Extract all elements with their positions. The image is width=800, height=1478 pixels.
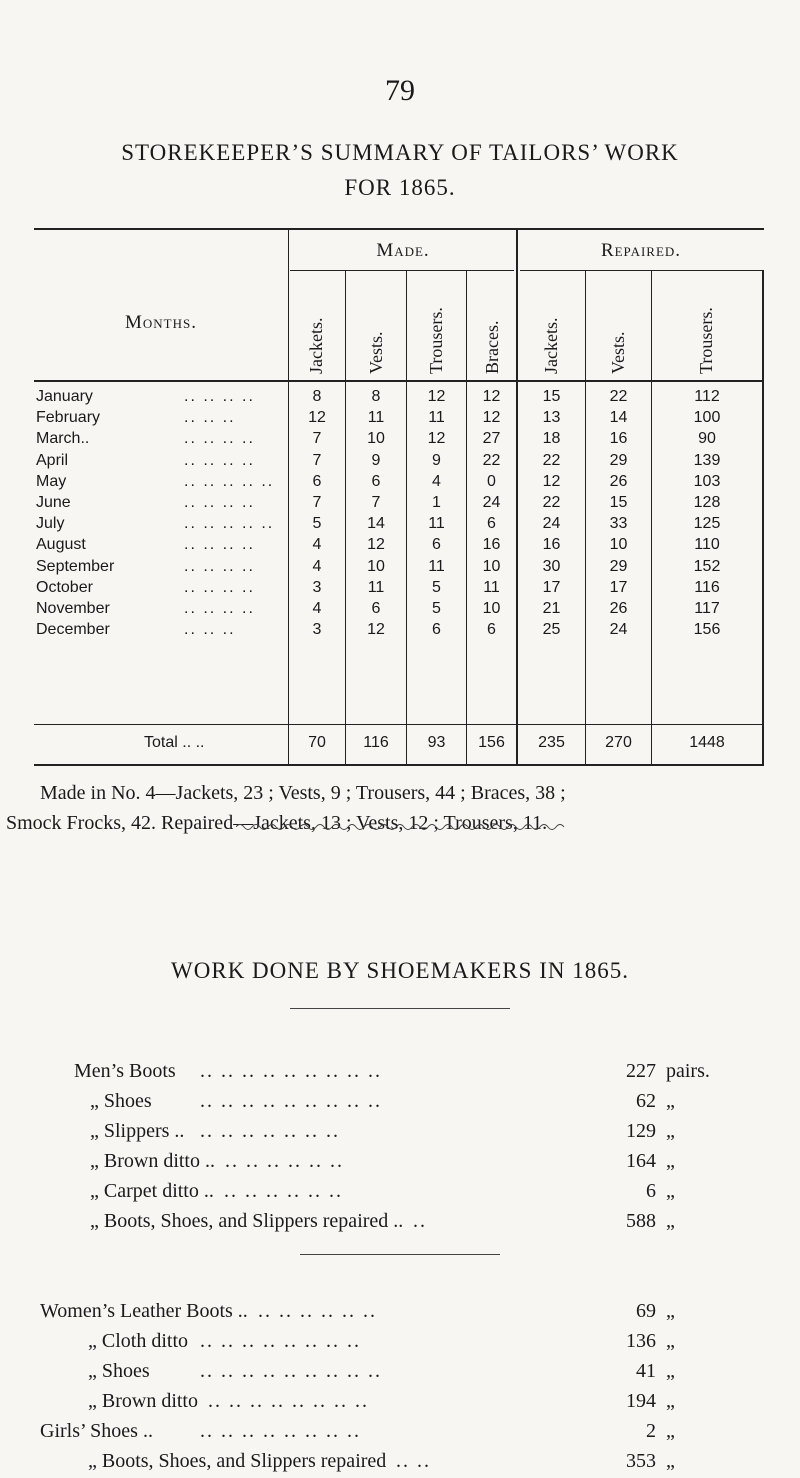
table-cell: 33 [609,515,628,533]
table-row [34,621,764,641]
table-cell: 100 [693,409,721,427]
list-item [0,1330,800,1358]
item-label: „ Cloth ditto [88,1330,188,1352]
table-cell: 10 [367,430,385,448]
table-cell: 4 [312,600,322,617]
list-item [0,1150,800,1178]
table-cell: 125 [693,515,721,533]
item-unit: „ [666,1450,675,1472]
table-cell: 12 [427,430,446,448]
leader-dots: .. .. .. .. .. .. .. .. [200,1420,361,1442]
item-unit: „ [666,1120,675,1142]
table-row [34,558,764,578]
table-cell: 9 [371,451,381,469]
table-cell: 4 [432,472,441,490]
table-cell: 29 [609,557,628,575]
table-cell: 22 [542,494,561,511]
total-value: 270 [605,734,632,751]
list-item [0,1210,800,1238]
table-row [34,536,764,556]
table-row [34,494,764,514]
col-header-repaired-jackets: Jackets. [541,317,561,374]
item-count: 353 [626,1450,656,1472]
table-cell: 25 [542,621,561,639]
total-value: 235 [538,734,565,751]
item-label: „ Shoes [88,1360,150,1382]
table-cell: 24 [609,621,628,639]
table-row [34,452,764,472]
table-cell: 8 [312,388,322,405]
table-row [34,473,764,493]
table-cell: 14 [609,409,628,427]
item-count: 6 [646,1180,656,1202]
item-label: „ Boots, Shoes, and Slippers repaired [88,1450,387,1472]
table-cell: 11 [367,409,385,427]
list-item [0,1090,800,1118]
leader-dots: .. [413,1210,427,1232]
table-cell: 15 [542,388,561,405]
total-value: 116 [363,734,389,751]
month-label: November [36,600,110,617]
list-item [0,1180,800,1208]
table-cell: 22 [609,388,628,405]
table-cell: 22 [542,451,561,469]
table-cell: 112 [694,388,720,405]
month-leader-dots: .. .. .. [184,621,236,639]
month-leader-dots: .. .. .. .. [184,536,255,554]
table-cell: 110 [694,536,720,554]
month-leader-dots: .. .. .. .. [184,557,255,575]
month-leader-dots: .. .. .. .. [184,451,255,469]
table-cell: 6 [432,621,441,639]
item-label: Men’s Boots [74,1060,176,1082]
item-count: 588 [626,1210,656,1232]
list-item [0,1120,800,1148]
table-cell: 6 [371,472,381,490]
table-cell: 12 [367,536,385,554]
table-cell: 12 [367,621,385,639]
note-line-1: Made in No. 4—Jackets, 23 ; Vests, 9 ; Trousers, 44 ; Braces, 38 ; [40,782,566,804]
table-cell: 117 [694,600,720,617]
list-item [0,1060,800,1088]
total-value: 1448 [689,734,725,751]
men-women-divider [300,1254,500,1255]
month-label: December [36,621,110,639]
item-count: 129 [626,1120,656,1142]
table-cell: 9 [432,451,441,469]
total-value: 93 [427,734,446,751]
leader-dots: .. .. .. .. .. .. .. .. [200,1330,361,1352]
item-count: 62 [636,1090,656,1112]
table-cell: 152 [693,557,721,575]
table-cell: 5 [432,578,441,596]
month-label: May [36,472,67,490]
table-cell: 8 [371,388,381,405]
item-count: 227 [626,1060,656,1082]
table-row [34,388,764,408]
months-header: Months. [125,312,197,333]
list-item [0,1390,800,1418]
table-cell: 12 [427,388,446,405]
table-cell: 0 [487,472,496,490]
month-leader-dots: .. .. .. .. [184,430,255,448]
leader-dots: .. .. .. .. .. .. [225,1150,344,1172]
month-leader-dots: .. .. .. .. [184,494,255,511]
list-item [0,1300,800,1328]
table-cell: 17 [542,578,561,596]
table-cell: 10 [367,557,385,575]
item-count: 2 [646,1420,656,1442]
wavy-divider [236,822,566,832]
leader-dots: .. .. .. .. .. .. .. .. .. [200,1360,382,1382]
month-label: February [36,409,101,427]
table-cell: 116 [694,578,720,596]
col-header-repaired-trousers: Trousers. [696,307,716,374]
month-leader-dots: .. .. .. .. [184,600,255,617]
item-count: 164 [626,1150,656,1172]
table-cell: 7 [371,494,381,511]
table-cell: 30 [542,557,561,575]
table-cell: 15 [609,494,628,511]
table-cell: 5 [432,600,441,617]
table-cell: 16 [482,536,501,554]
item-count: 41 [636,1360,656,1382]
item-unit: „ [666,1180,675,1202]
table-cell: 11 [428,409,445,427]
table-cell: 7 [312,494,322,511]
item-label: „ Brown ditto [88,1390,198,1412]
page-number: 79 [385,74,415,107]
table-cell: 11 [428,557,445,575]
month-label: July [36,515,65,533]
item-unit: „ [666,1330,675,1352]
leader-dots: .. .. .. .. .. .. [224,1180,343,1202]
item-count: 194 [626,1390,656,1412]
col-header-repaired-vests: Vests. [608,331,628,374]
table-row [34,430,764,450]
item-label: „ Carpet ditto .. [90,1180,214,1202]
table-cell: 11 [367,578,385,596]
month-leader-dots: .. .. .. .. .. [184,515,275,533]
month-label: January [36,388,93,405]
leader-dots: .. .. .. .. .. .. .. [200,1120,340,1142]
table-row [34,515,764,535]
table-cell: 4 [312,536,322,554]
col-header-made-braces: Braces. [482,320,502,374]
item-unit: „ [666,1150,675,1172]
month-leader-dots: .. .. .. .. [184,388,255,405]
total-value: 156 [478,734,505,751]
month-leader-dots: .. .. .. [184,409,236,427]
title-line-1: STOREKEEPER’S SUMMARY OF TAILORS’ WORK [121,140,679,165]
table-cell: 128 [693,494,721,511]
table-cell: 27 [482,430,501,448]
month-label: April [36,451,69,469]
table-cell: 10 [482,600,501,617]
month-leader-dots: .. .. .. .. [184,578,255,596]
list-item [0,1420,800,1448]
table-cell: 18 [542,430,561,448]
total-label: Total .. .. [144,734,205,751]
table-cell: 7 [312,430,322,448]
table-cell: 103 [693,472,721,490]
month-label: September [36,557,115,575]
item-unit: „ [666,1300,675,1322]
table-cell: 6 [432,536,441,554]
item-label: Girls’ Shoes .. [40,1420,153,1442]
item-unit: „ [666,1420,675,1442]
col-header-made-trousers: Trousers. [426,307,446,374]
list-item [0,1450,800,1478]
table-cell: 6 [371,600,381,617]
table-cell: 139 [693,451,721,469]
table-cell: 3 [312,578,322,596]
table-cell: 22 [482,451,501,469]
table-cell: 21 [542,600,561,617]
item-unit: pairs. [666,1060,710,1082]
table-cell: 16 [542,536,561,554]
table-row [34,579,764,599]
leader-dots: .. .. .. .. .. .. [258,1300,377,1322]
col-header-made-jackets: Jackets. [306,317,326,374]
item-count: 69 [636,1300,656,1322]
table-cell: 13 [542,409,561,427]
table-top-rule [34,228,764,230]
table-cell: 5 [312,515,322,533]
list-item [0,1360,800,1388]
table-cell: 12 [542,472,561,490]
tailors-summary-table [34,228,764,766]
table-cell: 4 [312,557,322,575]
table-cell: 3 [312,621,322,639]
table-cell: 26 [609,472,628,490]
table-cell: 156 [693,621,721,639]
month-label: October [36,578,93,596]
item-unit: „ [666,1390,675,1412]
table-row [34,409,764,429]
total-top-rule [34,724,764,725]
leader-dots: .. .. .. .. .. .. .. .. .. [200,1090,382,1112]
table-cell: 12 [308,409,326,427]
month-label: August [36,536,86,554]
table-cell: 11 [483,578,500,596]
shoemakers-title-rule [290,1008,510,1009]
item-label: „ Shoes [90,1090,152,1112]
table-cell: 90 [698,430,716,448]
table-cell: 12 [482,388,501,405]
table-cell: 29 [609,451,628,469]
table-cell: 24 [482,494,501,511]
table-cell: 7 [312,451,322,469]
table-cell: 16 [609,430,628,448]
leader-dots: .. .. [396,1450,431,1472]
table-bottom-rule [34,764,764,766]
item-label: „ Slippers .. [90,1120,185,1142]
table-cell: 26 [609,600,628,617]
repaired-group-rule [520,270,764,271]
shoemakers-title: WORK DONE BY SHOEMAKERS IN 1865. [171,958,629,983]
table-cell: 6 [312,472,322,490]
month-leader-dots: .. .. .. .. .. [184,472,275,490]
leader-dots: .. .. .. .. .. .. .. .. .. [200,1060,382,1082]
item-unit: „ [666,1360,675,1382]
table-cell: 10 [482,557,501,575]
item-label: „ Boots, Shoes, and Slippers repaired .. [90,1210,404,1232]
item-count: 136 [626,1330,656,1352]
made-header: Made. [376,240,430,261]
month-label: June [36,494,71,511]
item-unit: „ [666,1210,675,1232]
note-line-2: Smock Frocks, 42. Repaired—Jackets, 13 ; Vests, 12 ; Trousers, 11. [6,812,548,834]
table-cell: 6 [487,621,496,639]
made-group-rule [290,270,514,271]
repaired-header: Repaired. [600,240,682,261]
leader-dots: .. .. .. .. .. .. .. .. [208,1390,369,1412]
table-cell: 1 [432,494,441,511]
table-row [34,600,764,620]
table-cell: 24 [542,515,561,533]
table-cell: 17 [609,578,628,596]
table-cell: 6 [487,515,496,533]
header-bottom-rule [34,380,764,382]
table-cell: 12 [482,409,501,427]
table-cell: 14 [367,515,385,533]
month-label: March.. [36,430,90,448]
item-label: „ Brown ditto .. [90,1150,215,1172]
item-label: Women’s Leather Boots .. [40,1300,248,1322]
table-cell: 10 [609,536,628,554]
col-header-made-vests: Vests. [366,331,386,374]
item-unit: „ [666,1090,675,1112]
total-value: 70 [308,734,326,751]
title-line-2: FOR 1865. [344,175,456,200]
table-cell: 11 [428,515,445,533]
